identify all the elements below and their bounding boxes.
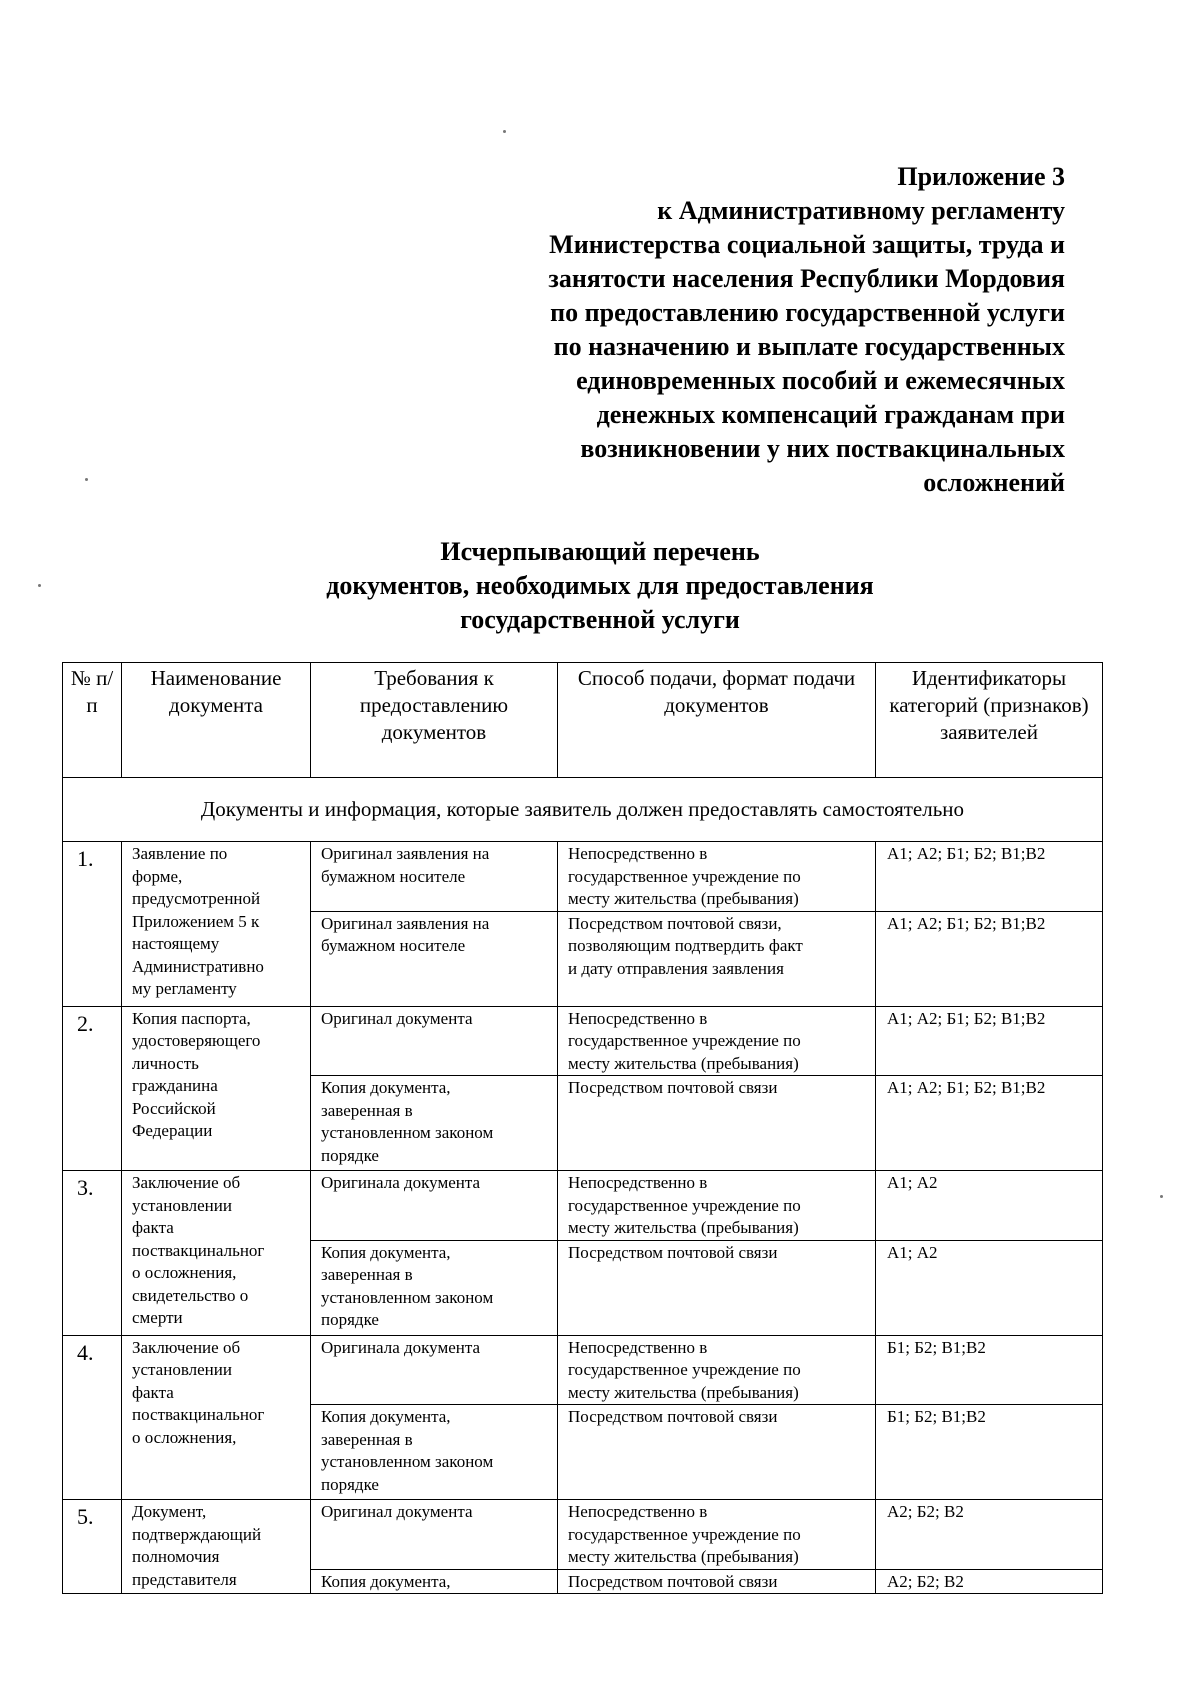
header-number: № п/п	[63, 663, 122, 778]
requirement: Оригинал заявления на бумажном носителе	[311, 911, 558, 1006]
requirement: Оригинала документа	[311, 1335, 558, 1405]
table-row	[63, 1335, 1103, 1405]
submission-method: Непосредственно в государственное учреждение по месту жительства (пребывания)	[558, 1335, 876, 1405]
table-row	[63, 1171, 1103, 1241]
document-name: Документ, подтверждающий полномочия представителя	[122, 1500, 311, 1594]
appendix-line: возникновении у них поствакцинальных	[580, 434, 1065, 463]
applicant-ids: А1; А2	[876, 1240, 1103, 1335]
appendix-line: денежных компенсаций гражданам при	[596, 400, 1065, 429]
appendix-line: по предоставлению государственной услуги	[550, 298, 1065, 327]
appendix-line: к Административному регламенту	[657, 196, 1065, 225]
submission-method: Непосредственно в государственное учреждение по месту жительства (пребывания)	[558, 1171, 876, 1241]
section-heading: Документы и информация, которые заявитель должен предоставлять самостоятельно	[63, 778, 1103, 842]
appendix-line: по назначению и выплате государственных	[553, 332, 1065, 361]
requirement: Копия документа,	[311, 1569, 558, 1594]
appendix-line: Министерства социальной защиты, труда и	[549, 230, 1065, 259]
submission-method: Непосредственно в государственное учреждение по месту жительства (пребывания)	[558, 1500, 876, 1570]
submission-method: Посредством почтовой связи, позволяющим подтвердить факт и дату отправления заявления	[558, 911, 876, 1006]
applicant-ids: А2; Б2; В2	[876, 1500, 1103, 1570]
scan-speck	[503, 130, 506, 133]
table-row	[63, 1006, 1103, 1076]
scan-speck	[38, 584, 41, 587]
document-name: Заявление по форме, предусмотренной Приложением 5 к настоящему Административно му регламенту	[122, 842, 311, 1007]
submission-method: Посредством почтовой связи	[558, 1569, 876, 1594]
appendix-reference	[548, 160, 1065, 500]
table-row	[63, 842, 1103, 912]
title-line: документов, необходимых для предоставления	[326, 571, 874, 600]
row-number: 2.	[63, 1006, 122, 1171]
header-document-name: Наименование документа	[122, 663, 311, 778]
table-header-row	[63, 663, 1103, 778]
applicant-ids: А1; А2; Б1; Б2; В1;В2	[876, 842, 1103, 912]
document-title	[300, 535, 900, 637]
table-row	[63, 1500, 1103, 1570]
applicant-ids: Б1; Б2; В1;В2	[876, 1335, 1103, 1405]
title-line: Исчерпывающий перечень	[440, 537, 760, 566]
requirement: Оригинала документа	[311, 1171, 558, 1241]
row-number: 3.	[63, 1171, 122, 1336]
applicant-ids: А1; А2; Б1; Б2; В1;В2	[876, 911, 1103, 1006]
appendix-line: занятости населения Республики Мордовия	[548, 264, 1065, 293]
row-number: 1.	[63, 842, 122, 1007]
submission-method: Посредством почтовой связи	[558, 1405, 876, 1500]
title-line: государственной услуги	[460, 605, 740, 634]
submission-method: Непосредственно в государственное учреждение по месту жительства (пребывания)	[558, 1006, 876, 1076]
submission-method: Непосредственно в государственное учреждение по месту жительства (пребывания)	[558, 842, 876, 912]
requirement: Копия документа, заверенная в установленном законом порядке	[311, 1240, 558, 1335]
applicant-ids: А1; А2	[876, 1171, 1103, 1241]
applicant-ids: А1; А2; Б1; Б2; В1;В2	[876, 1076, 1103, 1171]
applicant-ids: Б1; Б2; В1;В2	[876, 1405, 1103, 1500]
requirement: Оригинал документа	[311, 1006, 558, 1076]
section-row	[63, 778, 1103, 842]
header-applicant-identifiers: Идентификаторы категорий (признаков) заявителей	[876, 663, 1103, 778]
document-name: Заключение об установлении факта поствакцинальног о осложнения,	[122, 1335, 311, 1500]
applicant-ids: А2; Б2; В2	[876, 1569, 1103, 1594]
document-name: Заключение об установлении факта поствакцинальног о осложнения, свидетельство о смерти	[122, 1171, 311, 1336]
requirement: Оригинал документа	[311, 1500, 558, 1570]
row-number: 4.	[63, 1335, 122, 1500]
appendix-line: Приложение 3	[897, 162, 1065, 191]
row-number: 5.	[63, 1500, 122, 1594]
scan-speck	[85, 478, 88, 481]
applicant-ids: А1; А2; Б1; Б2; В1;В2	[876, 1006, 1103, 1076]
documents-table	[62, 662, 1103, 1594]
header-requirements: Требования к предоставлению документов	[311, 663, 558, 778]
scan-speck	[1160, 1195, 1163, 1198]
requirement: Копия документа, заверенная в установленном законом порядке	[311, 1076, 558, 1171]
header-submission-method: Способ подачи, формат подачи документов	[558, 663, 876, 778]
document-name: Копия паспорта, удостоверяющего личность гражданина Российской Федерации	[122, 1006, 311, 1171]
submission-method: Посредством почтовой связи	[558, 1240, 876, 1335]
appendix-line: осложнений	[923, 468, 1065, 497]
submission-method: Посредством почтовой связи	[558, 1076, 876, 1171]
requirement: Оригинал заявления на бумажном носителе	[311, 842, 558, 912]
requirement: Копия документа, заверенная в установленном законом порядке	[311, 1405, 558, 1500]
appendix-line: единовременных пособий и ежемесячных	[576, 366, 1065, 395]
